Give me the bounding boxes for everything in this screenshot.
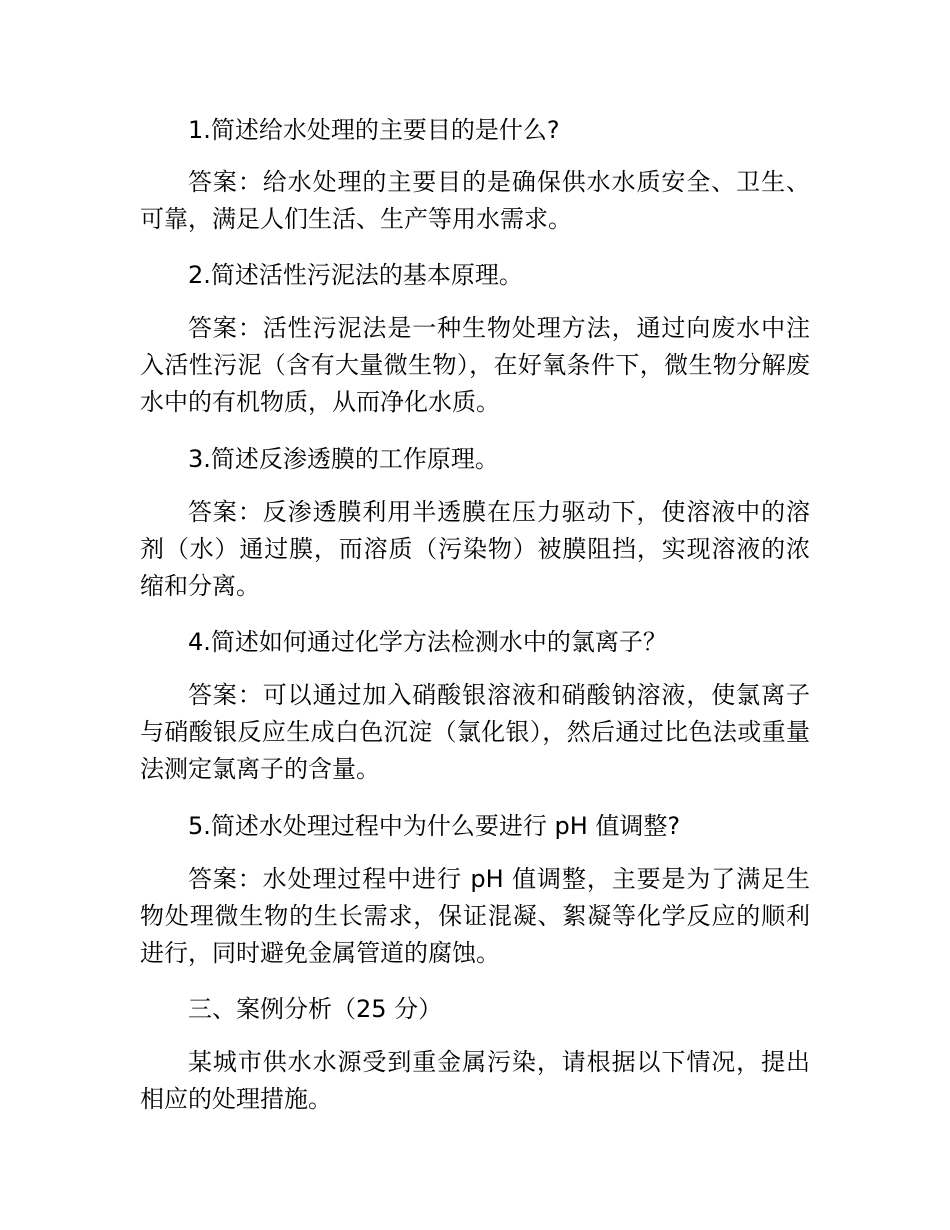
case-description: 某城市供水水源受到重金属污染，请根据以下情况，提出相应的处理措施。 — [140, 1048, 810, 1113]
answer-3: 答案：反渗透膜利用半透膜在压力驱动下，使溶液中的溶剂（水）通过膜，而溶质（污染物）被膜阻挡，实现溶液的浓缩和分离。 — [140, 498, 810, 600]
answer-5: 答案：水处理过程中进行 pH 值调整，主要是为了满足生物处理微生物的生长需求，保证混凝、絮凝等化学反应的顺利进行，同时避免金属管道的腐蚀。 — [140, 865, 810, 967]
answer-4: 答案：可以通过加入硝酸银溶液和硝酸钠溶液，使氯离子与硝酸银反应生成白色沉淀（氯化银），然后通过比色法或重量法测定氯离子的含量。 — [140, 681, 810, 783]
answer-1: 答案：给水处理的主要目的是确保供水水质安全、卫生、可靠，满足人们生活、生产等用水需求。 — [140, 168, 810, 233]
question-3: 3.简述反渗透膜的工作原理。 — [188, 445, 499, 473]
section-heading-case-analysis: 三、案例分析（25 分） — [188, 995, 443, 1023]
question-5: 5.简述水处理过程中为什么要进行 pH 值调整? — [188, 812, 681, 840]
question-1: 1.简述给水处理的主要目的是什么? — [188, 116, 560, 144]
answer-2: 答案：活性污泥法是一种生物处理方法，通过向废水中注入活性污泥（含有大量微生物），在好氧条件下，微生物分解废水中的有机物质，从而净化水质。 — [140, 314, 810, 416]
question-2: 2.简述活性污泥法的基本原理。 — [188, 261, 523, 289]
question-4: 4.简述如何通过化学方法检测水中的氯离子？ — [188, 628, 667, 656]
